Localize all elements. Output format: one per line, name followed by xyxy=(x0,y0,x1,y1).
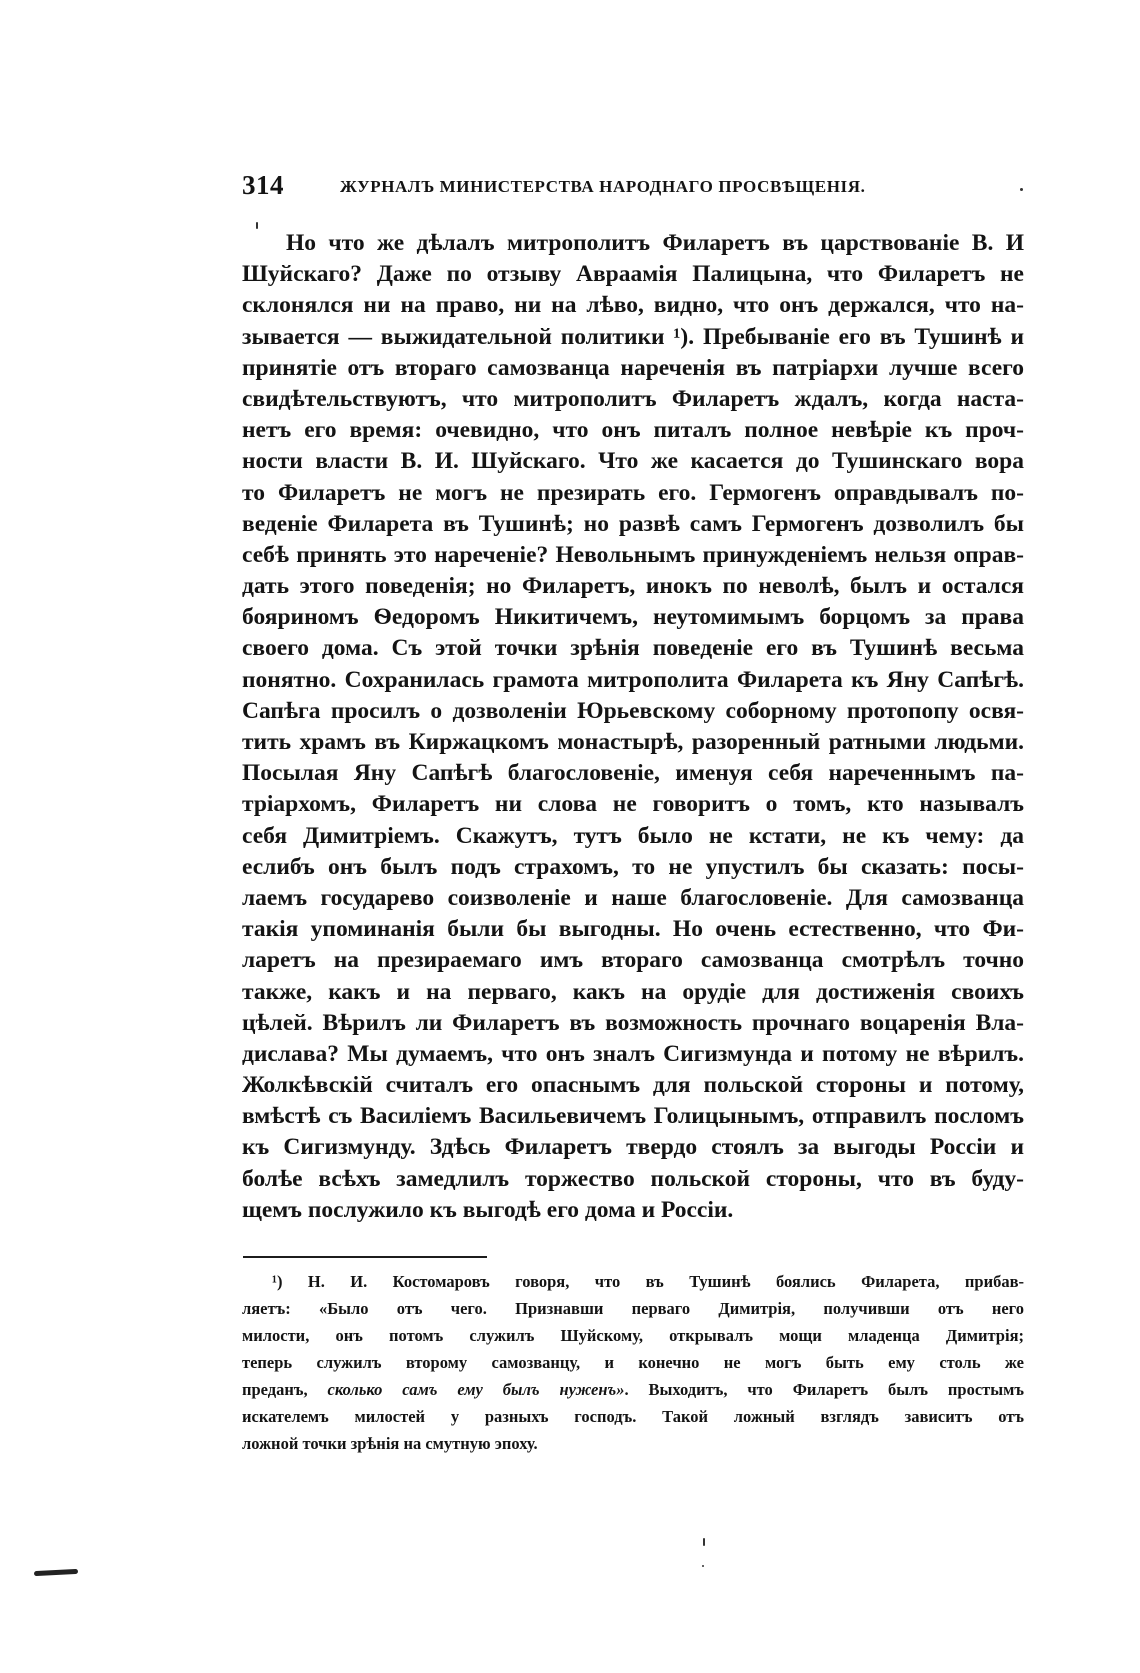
text-line: нетъ его время: очевидно, что онъ питалъ полное невѣріе къ проч- xyxy=(242,417,1024,444)
text-line: принятіе отъ втораго самозванца нареченія въ патріархи лучше всего xyxy=(242,354,1024,381)
text-line: Шуйскаго? Даже по отзыву Авраамія Палицына, что Филаретъ не xyxy=(242,261,1024,288)
text-line: Сапѣга просилъ о дозволеніи Юрьевскому соборному протопопу освя- xyxy=(242,697,1024,724)
text-line: вмѣстѣ съ Василіемъ Васильевичемъ Голицынымъ, отправилъ посломъ xyxy=(242,1103,1024,1130)
footnote-text: преданъ, xyxy=(242,1380,328,1399)
text-line: еслибъ онъ былъ подъ страхомъ, то не упустилъ бы сказать: посы- xyxy=(242,853,1024,880)
scan-speck xyxy=(256,222,258,229)
text-line: тить храмъ въ Киржацкомъ монастырѣ, разоренный ратными людьми. xyxy=(242,729,1024,755)
text-line: щемъ послужило къ выгодѣ его дома и Россіи. xyxy=(242,1196,734,1223)
text-line: цѣлей. Вѣрилъ ли Филаретъ въ возможность прочнаго воцаренія Вла- xyxy=(242,1009,1024,1036)
text-line: зывается — выжидательной политики ¹). Пребываніе его въ Тушинѣ и xyxy=(242,323,1024,350)
text-line: такія упоминанія были бы выгодны. Но очень естественно, что Фи- xyxy=(242,916,1024,943)
text-line: себѣ принять это нареченіе? Невольнымъ принужденіемъ нельзя оправ- xyxy=(242,541,1024,568)
italic-quote: сколько самъ ему былъ нуженъ» xyxy=(327,1380,625,1399)
text-line: Посылая Яну Сапѣгѣ благословеніе, именуя себя нареченнымъ па- xyxy=(242,760,1024,787)
main-paragraph xyxy=(242,228,1024,1226)
text-line: бояриномъ Ѳедоромъ Никитичемъ, неутомимымъ борцомъ за права xyxy=(242,604,1024,631)
footnote-line: ложной точки зрѣнія на смутную эпоху. xyxy=(242,1434,538,1453)
footnote-line: искателемъ милостей у разныхъ господъ. Такой ложный взглядъ зависитъ отъ xyxy=(242,1407,1024,1426)
footnote-text: . Выходитъ, что Филаретъ былъ простымъ xyxy=(624,1380,1024,1399)
text-line: ларетъ на презираемаго имъ втораго самозванца смотрѣлъ точно xyxy=(242,947,1024,974)
page-header xyxy=(242,170,1032,210)
text-line: также, какъ и на перваго, какъ на орудіе для достиженія своихъ xyxy=(242,978,1024,1005)
text-line: Жолкѣвскій считалъ его опаснымъ для польской стороны и потому, xyxy=(242,1072,1024,1099)
text-line: веденіе Филарета въ Тушинѣ; но развѣ самъ Гермогенъ дозволилъ бы xyxy=(242,510,1024,537)
text-line: себя Димитріемъ. Скажутъ, тутъ было не кстати, не къ чему: да xyxy=(242,822,1024,849)
text-line: то Филаретъ не могъ не презирать его. Гермогенъ оправдывалъ по- xyxy=(242,479,1024,506)
running-title: ЖУРНАЛЪ МИНИСТЕРСТВА НАРОДНАГО ПРОСВѢЩЕНІЯ. xyxy=(340,177,866,196)
page-number: 314 xyxy=(242,170,284,200)
text-line: дислава? Мы думаемъ, что онъ зналъ Сигизмунда и потому не вѣрилъ. xyxy=(242,1040,1024,1067)
scan-margin-mark xyxy=(34,1569,78,1576)
footnote-line-with-quote xyxy=(242,1376,1024,1403)
text-line: своего дома. Съ этой точки зрѣнія поведеніе его въ Тушинѣ весьма xyxy=(242,635,1024,662)
scan-speck xyxy=(1020,188,1023,191)
text-line: тріархомъ, Филаретъ ни слова не говоритъ о томъ, кто называлъ xyxy=(242,791,1024,818)
text-line: Но что же дѣлалъ митрополитъ Филаретъ въ царствованіе В. И xyxy=(286,230,1024,256)
text-line: склонялся ни на право, ни на лѣво, видно, что онъ держался, что на- xyxy=(242,292,1024,319)
scan-speck xyxy=(702,1565,704,1567)
footnote-line: ляетъ: «Было отъ чего. Признавши перваго Димитрія, получивши отъ него xyxy=(242,1299,1024,1318)
footnote-divider xyxy=(243,1256,487,1258)
scan-speck xyxy=(703,1538,705,1546)
text-line: дать этого поведенія; но Филаретъ, инокъ по неволѣ, былъ и остался xyxy=(242,573,1024,600)
text-line: свидѣтельствуютъ, что митрополитъ Филаретъ ждалъ, когда наста- xyxy=(242,385,1024,412)
text-line: лаемъ государево соизволеніе и наше благословеніе. Для самозванца xyxy=(242,884,1024,911)
text-line: ности власти В. И. Шуйскаго. Что же касается до Тушинскаго вора xyxy=(242,448,1024,475)
text-line: къ Сигизмунду. Здѣсь Филаретъ твердо стоялъ за выгоды Россіи и xyxy=(242,1134,1024,1161)
footnote xyxy=(242,1268,1024,1457)
footnote-line: теперь служилъ второму самозванцу, и конечно не могъ быть ему столь же xyxy=(242,1353,1024,1372)
text-line: болѣе всѣхъ замедлилъ торжество польской стороны, что въ буду- xyxy=(242,1165,1024,1192)
text-line: понятно. Сохранилась грамота митрополита Филарета къ Яну Сапѣгѣ. xyxy=(242,666,1024,693)
footnote-line: ¹) Н. И. Костомаровъ говоря, что въ Тушинѣ боялись Филарета, прибав- xyxy=(272,1272,1024,1291)
footnote-line: милости, онъ потомъ служилъ Шуйскому, открывалъ мощи младенца Димитрія; xyxy=(242,1326,1024,1345)
